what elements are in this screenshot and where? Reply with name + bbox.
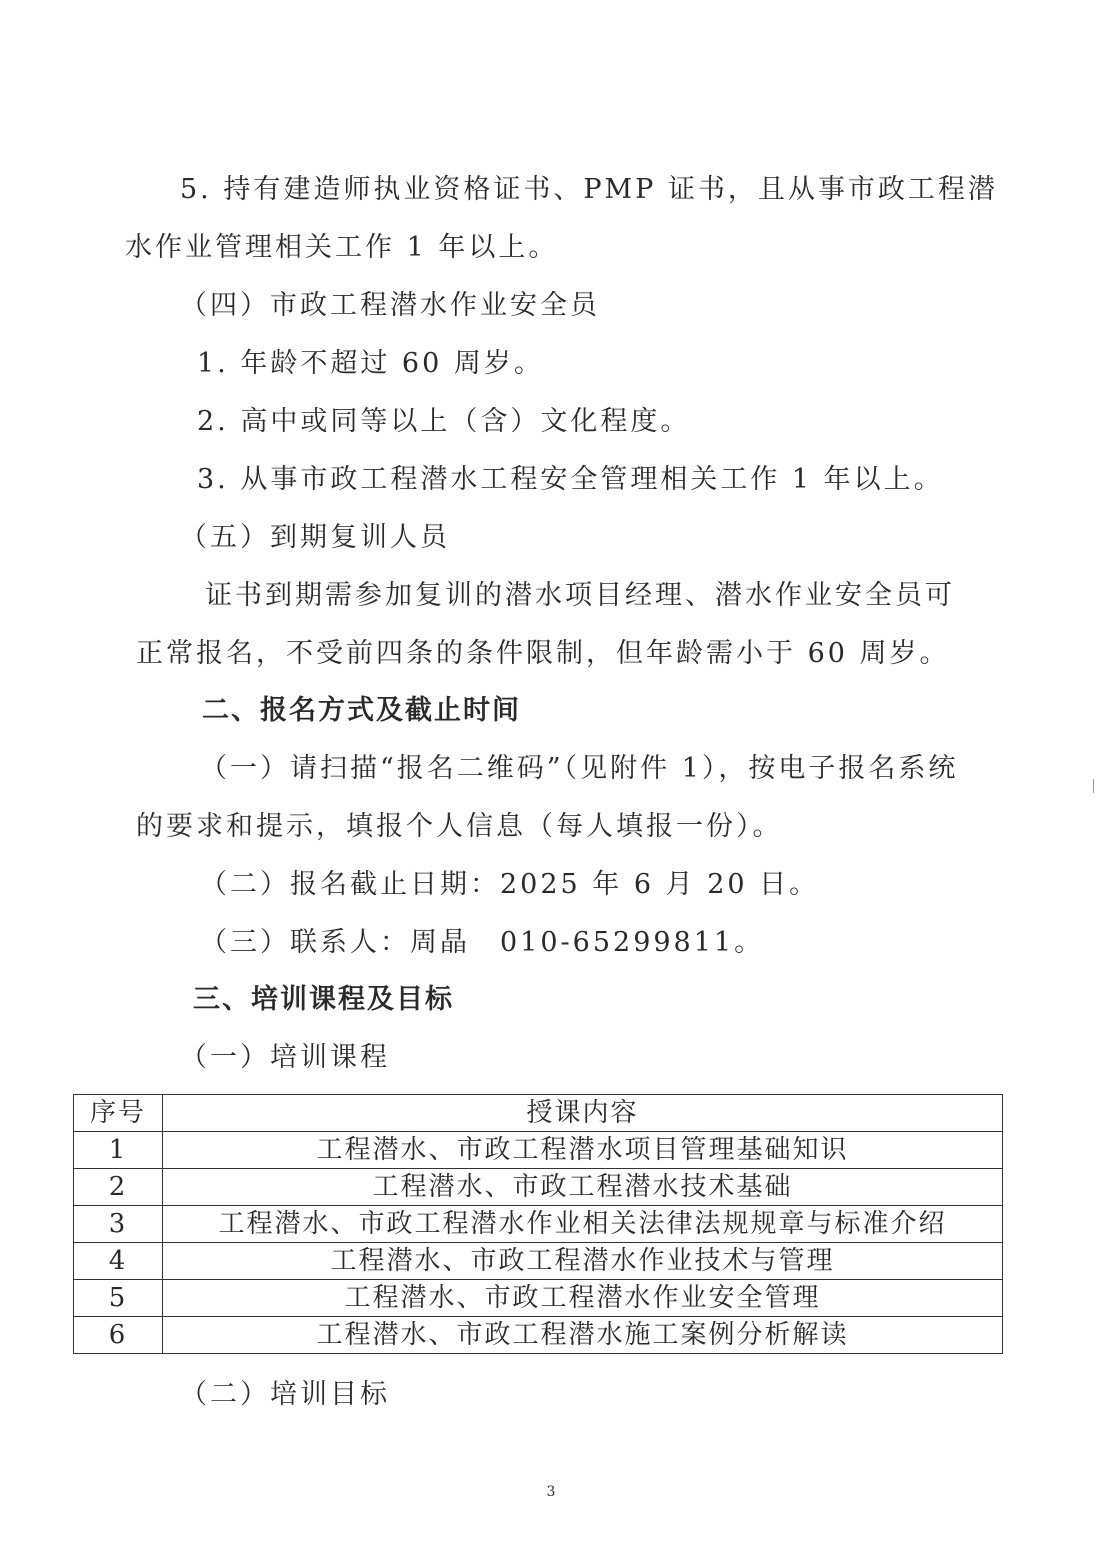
row-number: 4 [74,1243,163,1280]
table-row [74,1280,1003,1317]
registration-heading: 二、报名方式及截止时间 [202,695,521,726]
table-row [74,1132,1003,1169]
row-number: 1 [74,1132,163,1169]
course-content: 工程潜水、市政工程潜水施工案例分析解读 [163,1317,1003,1354]
scan-artifact [1093,779,1094,793]
page-number: 3 [546,1484,556,1500]
table-row [74,1206,1003,1243]
safety-requirement-2: 2. 高中或同等以上（含）文化程度。 [197,406,691,437]
requirement-5-line-1: 5. 持有建造师执业资格证书、PMP 证书，且从事市政工程潜 [180,174,998,205]
column-header-number: 序号 [74,1095,163,1132]
section-five-title: （五）到期复训人员 [180,522,450,553]
requirement-5-line-2: 水作业管理相关工作 1 年以上。 [125,232,559,263]
registration-item-1-line-1: （一）请扫描“报名二维码”（见附件 1），按电子报名系统 [200,753,959,784]
safety-requirement-1: 1. 年龄不超过 60 周岁。 [197,348,544,379]
table-row [74,1169,1003,1206]
safety-requirement-3: 3. 从事市政工程潜水工程安全管理相关工作 1 年以上。 [197,464,944,495]
row-number: 3 [74,1206,163,1243]
course-content: 工程潜水、市政工程潜水项目管理基础知识 [163,1132,1003,1169]
course-content: 工程潜水、市政工程潜水作业相关法律法规规章与标准介绍 [163,1206,1003,1243]
courses-subheading: （一）培训课程 [180,1042,390,1073]
retraining-paragraph-line-1: 证书到期需参加复训的潜水项目经理、潜水作业安全员可 [205,580,955,611]
courses-heading: 三、培训课程及目标 [193,984,454,1015]
course-content: 工程潜水、市政工程潜水作业安全管理 [163,1280,1003,1317]
retraining-paragraph-line-2: 正常报名，不受前四条的条件限制，但年龄需小于 60 周岁。 [136,638,950,669]
contact-person: （三）联系人：周晶 010-65299811。 [200,927,765,958]
course-content: 工程潜水、市政工程潜水技术基础 [163,1169,1003,1206]
row-number: 5 [74,1280,163,1317]
table-row [74,1317,1003,1354]
course-table [73,1094,1003,1354]
registration-deadline: （二）报名截止日期：2025 年 6 月 20 日。 [200,869,820,900]
row-number: 2 [74,1169,163,1206]
training-goals-subheading: （二）培训目标 [180,1379,390,1410]
row-number: 6 [74,1317,163,1354]
table-row [74,1243,1003,1280]
registration-item-1-line-2: 的要求和提示，填报个人信息（每人填报一份）。 [136,811,783,842]
section-four-title: （四）市政工程潜水作业安全员 [180,290,600,321]
column-header-content: 授课内容 [163,1095,1003,1132]
table-header-row [74,1095,1003,1132]
course-content: 工程潜水、市政工程潜水作业技术与管理 [163,1243,1003,1280]
